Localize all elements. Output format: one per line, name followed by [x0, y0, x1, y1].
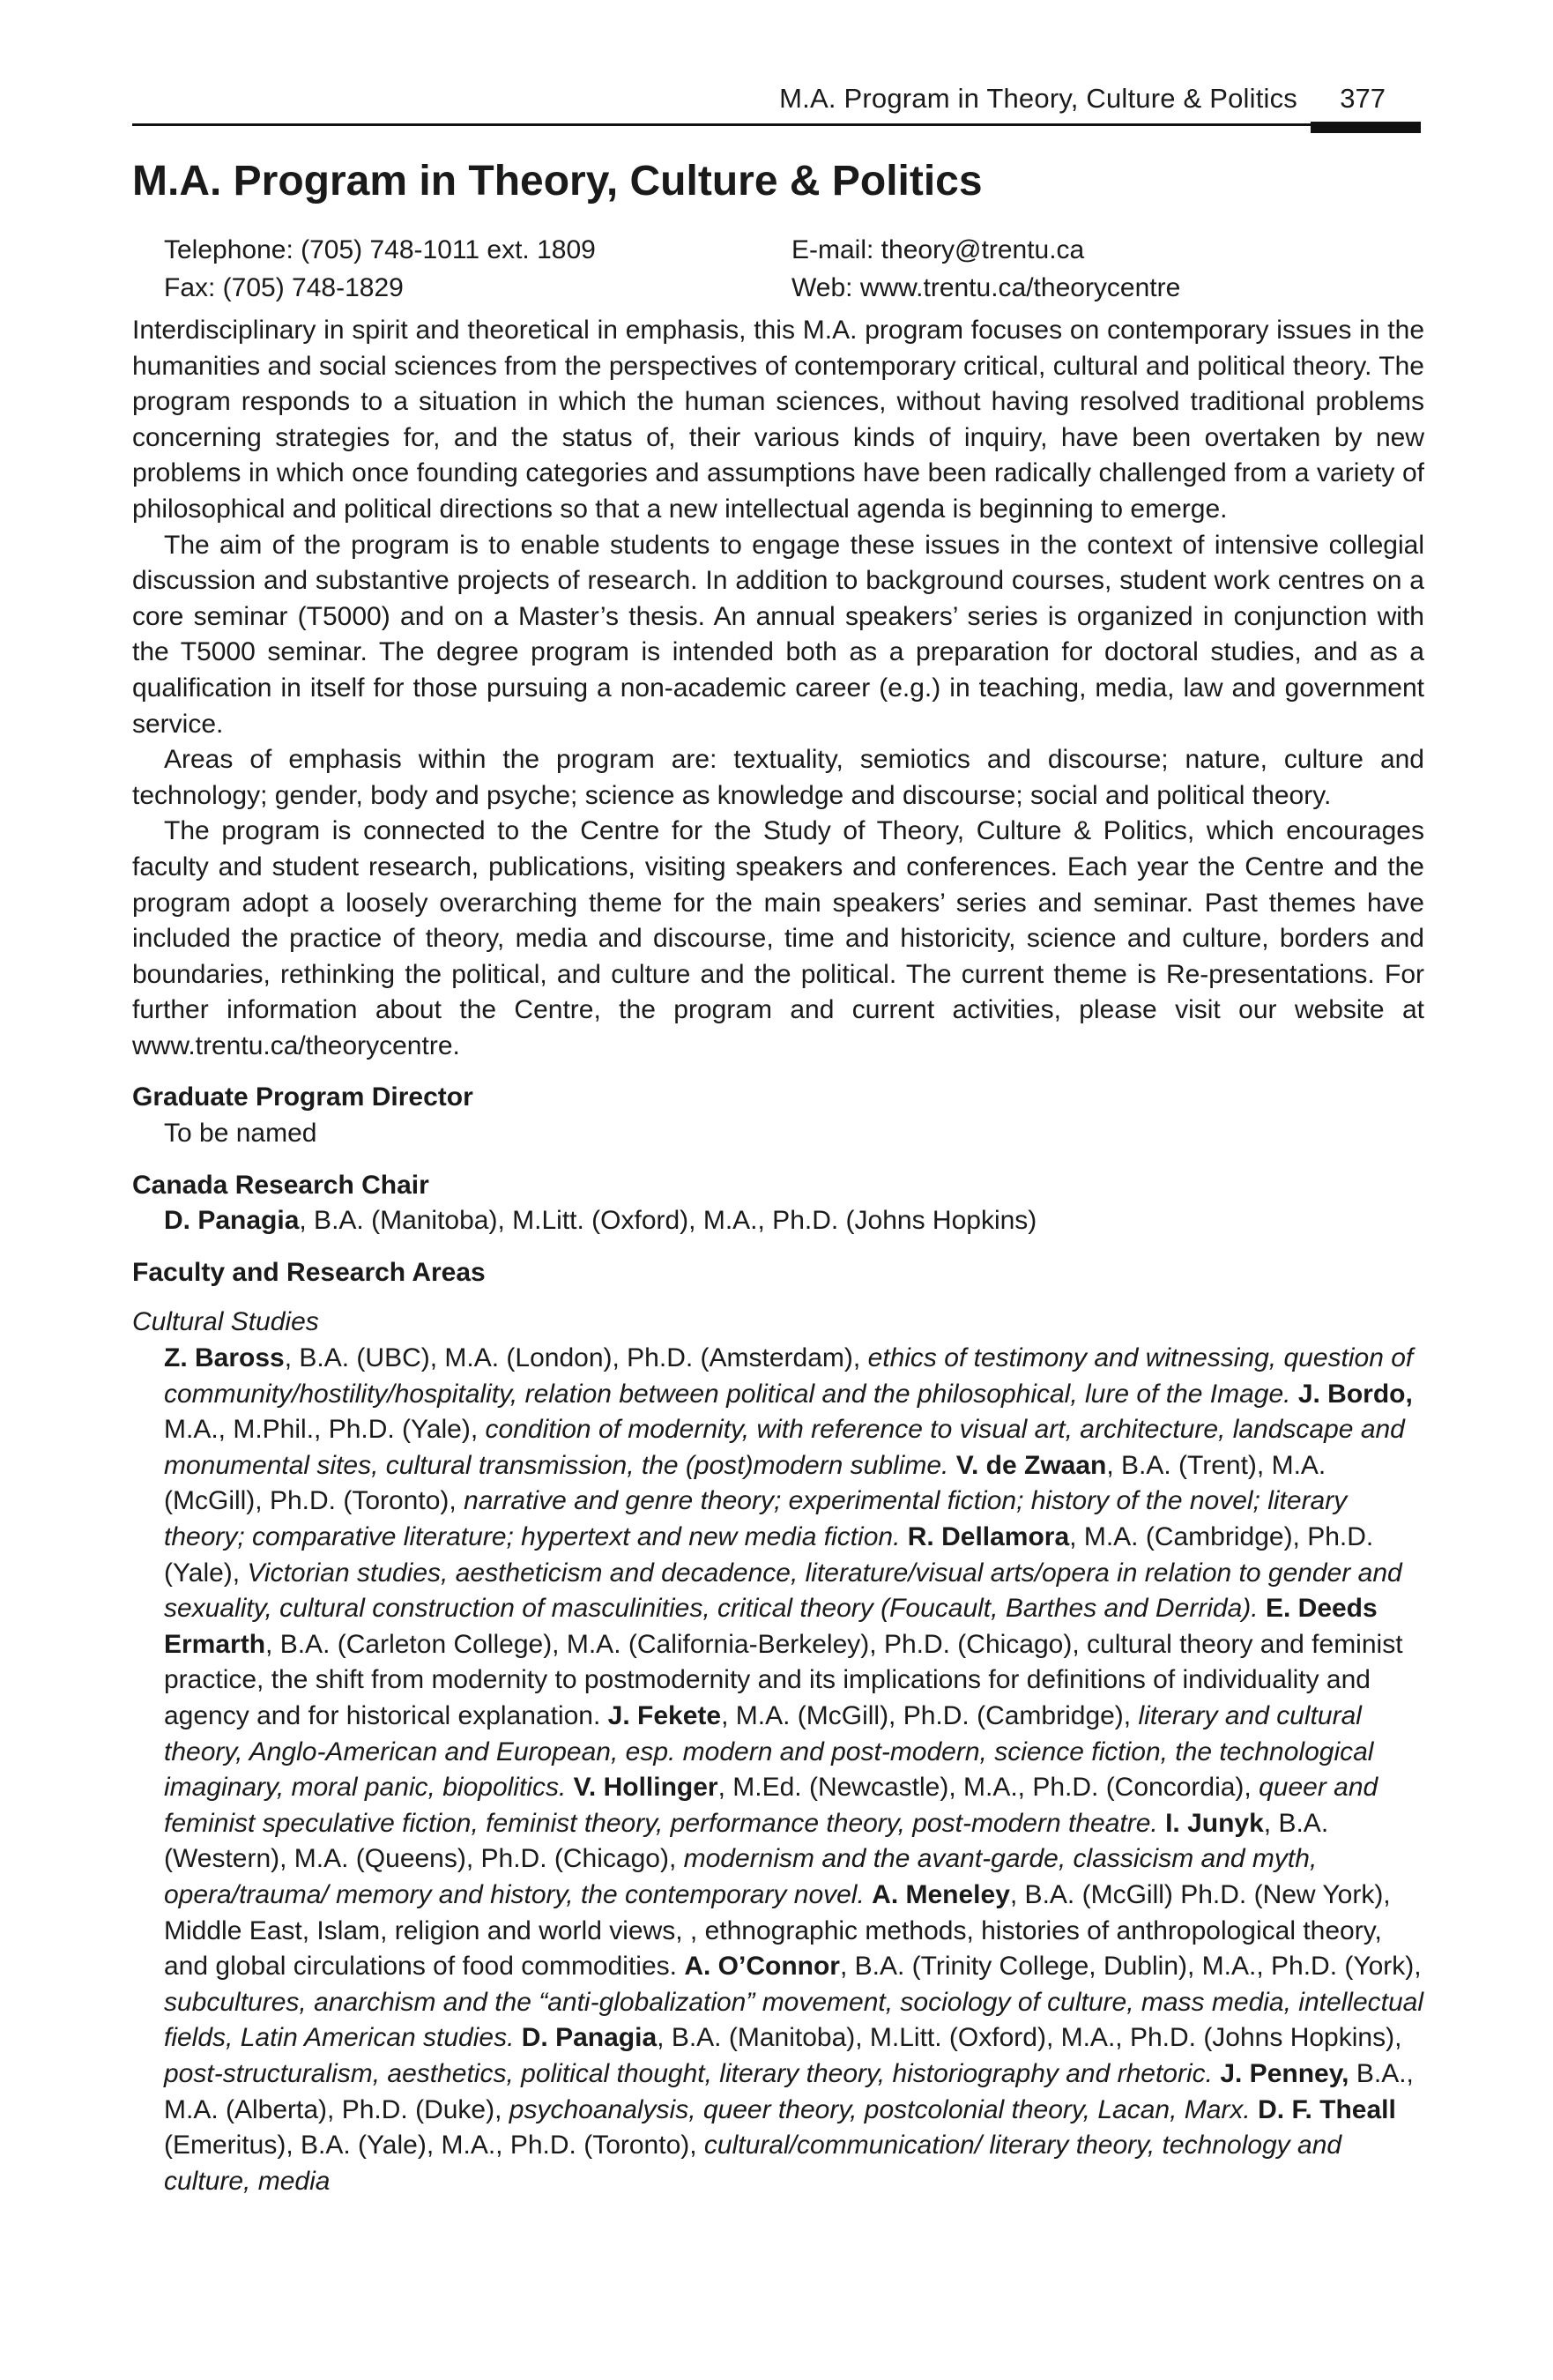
faculty-list — [132, 1341, 1424, 2199]
faculty-credentials: , B.A. (McGill) Ph.D. (New York), Middle East, Islam, religion and world views, , ethnographic methods, histories of anthropological theory, and global circulations of food commodities. — [164, 1879, 1391, 1982]
faculty-credentials: , B.A. (UBC), M.A. (London), Ph.D. (Amsterdam), — [284, 1343, 868, 1373]
faculty-name: D. F. Theall — [1258, 2094, 1396, 2124]
faculty-credentials: , M.A. (McGill), Ph.D. (Cambridge), — [721, 1700, 1139, 1730]
faculty-credentials: , M.Ed. (Newcastle), M.A., Ph.D. (Concordia), — [717, 1773, 1259, 1803]
page-title: M.A. Program in Theory, Culture & Politics — [132, 158, 983, 205]
email: E-mail: theory@trentu.ca — [791, 235, 1085, 264]
faculty-credentials: , B.A. (Trinity College, Dublin), M.A., Ph.D. (York), — [839, 1952, 1422, 1982]
faculty-name: J. Penney, — [1220, 2058, 1349, 2088]
faculty-name: D. Panagia — [521, 2023, 658, 2053]
faculty-credentials: B.A., M.A. (Alberta), Ph.D. (Duke), — [164, 2058, 1414, 2124]
faculty-research-areas: queer and feminist speculative fiction, feminist theory, performance theory, post-modern theatre. — [164, 1773, 1378, 1838]
page-number: 377 — [1340, 83, 1386, 114]
faculty-credentials: , B.A. (Carleton College), M.A. (California-Berkeley), Ph.D. (Chicago), cultural theory and feminist practice, the shift from modernity to postmodernity and its implications for definitions of individuality and agency and for historical explanation. — [164, 1629, 1403, 1730]
research-chair-heading: Canada Research Chair — [132, 1170, 429, 1200]
faculty-credentials: , B.A. (Trent), M.A. (McGill), Ph.D. (Toronto), — [164, 1450, 1326, 1516]
faculty-credentials: (Emeritus), B.A. (Yale), M.A., Ph.D. (Toronto), — [164, 2131, 704, 2161]
faculty-research-areas: post-structuralism, aesthetics, political thought, literary theory, historiography and rhetoric. — [164, 2058, 1213, 2088]
faculty-name: J. Fekete — [607, 1700, 722, 1730]
faculty-credentials: , B.A. (Manitoba), M.Litt. (Oxford), M.A., Ph.D. (Johns Hopkins), — [657, 2023, 1402, 2053]
faculty-name: A. Meneley — [872, 1879, 1010, 1909]
contact-left — [164, 231, 596, 307]
director-value: To be named — [164, 1119, 317, 1149]
contact-right — [791, 231, 1180, 307]
faculty-research-areas: literary and cultural theory, Anglo-American and European, esp. modern and post-modern, science fiction, the technological imaginary, moral panic, biopolitics. — [164, 1700, 1374, 1803]
program-description — [132, 313, 1424, 2199]
faculty-research-areas: modernism and the avant-garde, classicism and myth, opera/trauma/ memory and history, the contemporary novel. — [164, 1844, 1318, 1909]
research-chair-entry — [132, 1203, 1424, 1239]
faculty-heading: Faculty and Research Areas — [132, 1257, 486, 1287]
telephone: Telephone: (705) 748-1011 ext. 1809 — [164, 235, 596, 264]
research-chair-credentials: , B.A. (Manitoba), M.Litt. (Oxford), M.A., Ph.D. (Johns Hopkins) — [299, 1206, 1037, 1236]
faculty-name: R. Dellamora — [907, 1522, 1070, 1551]
faculty-research-areas: condition of modernity, with reference to visual art, architecture, landscape and monumental sites, cultural transmission, the (post)modern sublime. — [164, 1415, 1405, 1480]
areas-paragraph: Areas of emphasis within the program are: textuality, semiotics and discourse; nature, culture and technology; gender, body and psyche; science as knowledge and discourse; social and political theory. — [132, 745, 1424, 810]
running-head — [132, 81, 1421, 126]
website: Web: www.trentu.ca/theorycentre — [791, 273, 1181, 302]
centre-paragraph: The program is connected to the Centre for the Study of Theory, Culture & Politics, which encourages faculty and student research, publications, visiting speakers and conferences. Each year the Centre and the program adopt a loosely overarching theme for the main speakers’ series and seminar. Past themes have included the practice of theory, media and discourse, time and historicity, science and culture, borders and boundaries, rethinking the political, and culture and the political. The current theme is Re-presentations. For further information about the Centre, the program and current activities, please visit our website at www.trentu.ca/theorycentre. — [132, 816, 1424, 1060]
faculty-name: Z. Baross — [164, 1343, 285, 1373]
research-chair-name: D. Panagia — [164, 1206, 300, 1236]
running-head-title: M.A. Program in Theory, Culture & Politics — [779, 83, 1297, 114]
fax: Fax: (705) 748-1829 — [164, 273, 404, 302]
faculty-name: V. de Zwaan — [955, 1450, 1107, 1480]
faculty-name: J. Bordo, — [1297, 1379, 1413, 1409]
intro-paragraph: Interdisciplinary in spirit and theoretical in emphasis, this M.A. program focuses on contemporary issues in the humanities and social sciences from the perspectives of contemporary critical, cultural and political theory. The program responds to a situation in which the human sciences, without having resolved traditional problems concerning strategies for, and the status of, their various kinds of inquiry, have been overtaken by new problems in which once founding categories and assumptions have been radically challenged from a variety of philosophical and political directions so that a new intellectual agenda is beginning to emerge. — [132, 316, 1424, 524]
faculty-entry — [164, 1343, 1413, 1409]
faculty-credentials: , B.A. (Western), M.A. (Queens), Ph.D. (Chicago), — [164, 1808, 1329, 1874]
faculty-research-areas: narrative and genre theory; experimental fiction; history of the novel; literary theory; comparative literature; hypertext and new media fiction. — [164, 1486, 1348, 1551]
director-heading: Graduate Program Director — [132, 1082, 473, 1112]
faculty-name: E. Deeds Ermarth — [164, 1594, 1378, 1659]
faculty-credentials: , M.A. (Cambridge), Ph.D. (Yale), — [164, 1522, 1374, 1588]
faculty-research-areas: Victorian studies, aestheticism and decadence, literature/visual arts/opera in relation to gender and sexuality, cultural construction of masculinities, critical theory (Foucault, Barthes and Derrida). — [164, 1558, 1402, 1624]
faculty-credentials: M.A., M.Phil., Ph.D. (Yale), — [164, 1415, 486, 1445]
faculty-name: I. Junyk — [1165, 1808, 1264, 1838]
faculty-research-areas: psychoanalysis, queer theory, postcolonial theory, Lacan, Marx. — [509, 2094, 1251, 2124]
faculty-research-areas: subcultures, anarchism and the “anti-globalization” movement, sociology of culture, mass media, intellectual fields, Latin American studies. — [164, 1987, 1424, 2053]
faculty-research-areas: cultural/communication/ literary theory, technology and culture, media — [164, 2131, 1342, 2196]
page-tab-bar — [1311, 122, 1421, 133]
cultural-studies-subheading: Cultural Studies — [132, 1307, 319, 1337]
faculty-name: A. O’Connor — [684, 1952, 840, 1982]
aim-paragraph: The aim of the program is to enable students to engage these issues in the context of intensive collegial discussion and substantive projects of research. In addition to background courses, student work centres on a core seminar (T5000) and on a Master’s thesis. An annual speakers’ series is organized in conjunction with the T5000 seminar. The degree program is intended both as a preparation for doctoral studies, and as a qualification in itself for those pursuing a non-academic career (e.g.) in teaching, media, law and government service. — [132, 530, 1424, 739]
faculty-name: V. Hollinger — [573, 1773, 718, 1803]
faculty-research-areas: ethics of testimony and witnessing, question of community/hostility/hospitality, relation between political and the philosophical, lure of the Image. — [164, 1343, 1414, 1409]
